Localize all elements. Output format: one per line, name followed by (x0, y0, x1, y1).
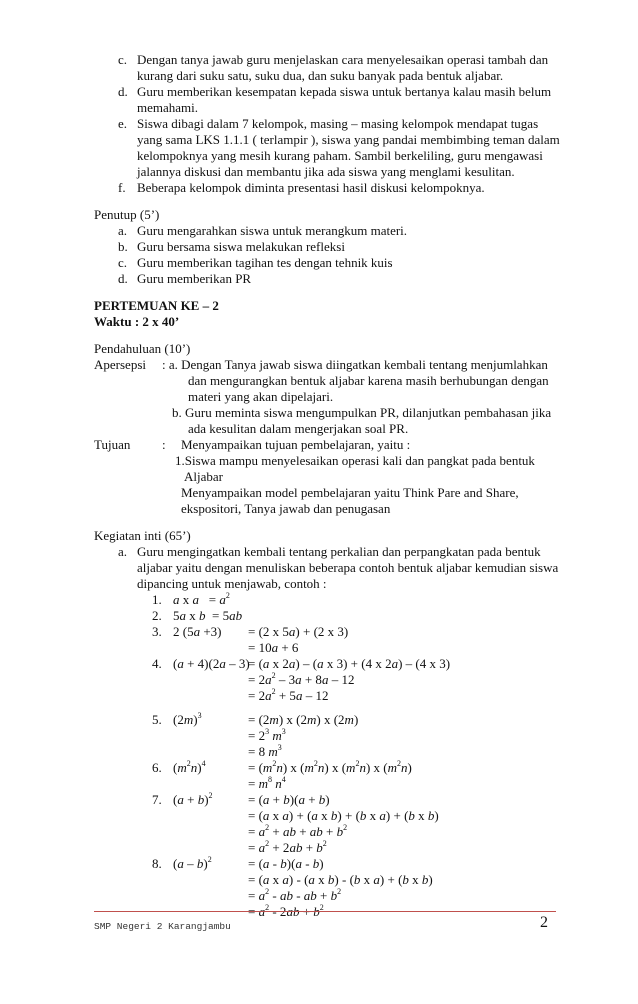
item-e-line2: yang sama LKS 1.1.1 ( terlampir ), siswa yang pandai membimbing teman dalam (137, 132, 560, 147)
penutup-d-marker: d. (118, 271, 128, 286)
example-4-step3: = $2a^2 + 5a - 12$ (248, 687, 329, 703)
footer-rule (94, 911, 556, 912)
penutup-b-marker: b. (118, 239, 128, 254)
apersepsi-b-line1: b. Guru meminta siswa mengumpulkan PR, dilanjutkan pembahasan jika (172, 405, 552, 420)
example-3-step2: = 10a + 6 (248, 640, 299, 655)
example-5-number: 5. (152, 712, 162, 727)
example-7-expr: $(a + b)^2$ (173, 791, 213, 807)
item-f-marker: f. (118, 180, 126, 195)
kegiatan-a-line1: Guru mengingatkan kembali tentang perkalian dan perpangkatan pada bentuk (137, 544, 541, 559)
example-4-number: 4. (152, 656, 162, 671)
example-8-number: 8. (152, 856, 162, 871)
example-1-number: 1. (152, 592, 162, 607)
penutup-heading: Penutup (5’) (94, 207, 160, 222)
apersepsi-label: Apersepsi (94, 357, 146, 372)
apersepsi-a-line2: dan mengurangkan bentuk aljabar karena masih berhubungan dengan (188, 373, 549, 388)
item-f-line1: Beberapa kelompok diminta presentasi hasil diskusi kelompoknya. (137, 180, 485, 195)
page-number: 2 (540, 914, 548, 931)
example-6-step2: = $m^8$ $n^4$ (248, 775, 286, 791)
apersepsi-a-line1: : a. Dengan Tanya jawab siswa diingatkan kembali tentang menjumlahkan (162, 357, 548, 372)
example-5-step2: = $2^3$ $m^3$ (248, 727, 286, 743)
example-8-step2: = (a x a) - (a x b) - (b x a) + (b x b) (248, 872, 433, 887)
example-6-expr: $(m^2n)^4$ (173, 759, 206, 775)
kegiatan-a-marker: a. (118, 544, 128, 559)
footer-school: SMP Negeri 2 Karangjambu (94, 921, 231, 932)
item-e-line4: jalannya diskusi dan membantu jika ada siswa yang menglami kesulitan. (137, 164, 515, 179)
apersepsi-b-line2: ada kesulitan dalam mengerjakan soal PR. (188, 421, 409, 436)
example-6-step1: = $(m^2n)$ x $(m^2n)$ x $(m^2n)$ x $(m^2n)$ (248, 759, 412, 775)
penutup-c-marker: c. (118, 255, 128, 270)
penutup-a-text: Guru mengarahkan siswa untuk merangkum materi. (137, 223, 408, 238)
penutup-d-text: Guru memberikan PR (137, 271, 252, 286)
item-d-line2: memahami. (137, 100, 199, 115)
example-3-step1: = (2 x 5a) + (2 x 3) (248, 624, 349, 639)
item-e-line1: Siswa dibagi dalam 7 kelompok, masing – masing kelompok mendapat tugas (137, 116, 539, 131)
item-e-marker: e. (118, 116, 128, 131)
example-4-expr: (a + 4)(2a – 3) (173, 656, 250, 671)
item-d-line1: Guru memberikan kesempatan kepada siswa untuk bertanya kalau masih belum (137, 84, 552, 99)
example-7-step1: = (a + b)(a + b) (248, 792, 330, 807)
item-e-line3: kelompoknya yang mesih kurang paham. Sambil berkeliling, guru mengawasi (137, 148, 543, 163)
penutup-c-text: Guru memberikan tagihan tes dengan tehnik kuis (137, 255, 393, 270)
item-c-marker: c. (118, 52, 128, 67)
model-line2: ekspositori, Tanya jawab dan penugasan (181, 501, 391, 516)
pendahuluan-heading: Pendahuluan (10’) (94, 341, 191, 356)
tujuan-1-line1: 1.Siswa mampu menyelesaikan operasi kali dan pangkat pada bentuk (175, 453, 535, 468)
example-5-step3: = 8 $m^3$ (248, 743, 282, 759)
tujuan-text: Menyampaikan tujuan pembelajaran, yaitu : (181, 437, 411, 452)
example-4-step2: = $2a^2 - 3a + 8a - 12$ (248, 671, 355, 687)
example-3-number: 3. (152, 624, 162, 639)
penutup-a-marker: a. (118, 223, 128, 238)
kegiatan-heading: Kegiatan inti (65’) (94, 528, 191, 543)
meeting-title: PERTEMUAN KE – 2 (94, 298, 219, 313)
example-3-expr: 2 (5a +3) (173, 624, 222, 639)
example-7-number: 7. (152, 792, 162, 807)
penutup-b-text: Guru bersama siswa melakukan refleksi (137, 239, 345, 254)
tujuan-label: Tujuan (94, 437, 131, 452)
model-line1: Menyampaikan model pembelajaran yaitu Think Pare and Share, (181, 485, 519, 500)
tujuan-1-line2: Aljabar (184, 469, 223, 484)
example-7-step2: = (a x a) + (a x b) + (b x a) + (b x b) (248, 808, 439, 823)
example-8-step3: = $a^2$ - ab - ab + $b^2$ (248, 887, 342, 903)
kegiatan-a-line3: dipancing untuk menjawab, contoh : (137, 576, 327, 591)
example-2-number: 2. (152, 608, 162, 623)
item-c-line1: Dengan tanya jawab guru menjelaskan cara menyelesaikan operasi tambah dan (137, 52, 549, 67)
item-c-line2: kurang dari suku satu, suku dua, dan suku banyak pada bentuk aljabar. (137, 68, 504, 83)
meeting-time: Waktu : 2 x 40’ (94, 314, 180, 329)
apersepsi-a-line3: materi yang akan dipelajari. (188, 389, 334, 404)
example-8-step1: = (a - b)(a - b) (248, 856, 324, 871)
example-2-expr: 5a x b = 5ab (173, 608, 243, 623)
item-d-marker: d. (118, 84, 128, 99)
tujuan-colon: : (162, 437, 166, 452)
example-4-step1: = (a x 2a) – (a x 3) + (4 x 2a) – (4 x 3) (248, 656, 451, 671)
example-8-step4: = $a^2 - 2ab + b^2$ (248, 903, 324, 919)
example-1-expr: a x $a = a^2$ (173, 591, 230, 607)
kegiatan-a-line2: aljabar yaitu dengan menuliskan beberapa contoh bentuk aljabar kemudian siswa (137, 560, 559, 575)
example-7-step4: = $a^2 + 2ab + b^2$ (248, 839, 327, 855)
example-5-step1: = (2m) x (2m) x (2m) (248, 712, 359, 727)
example-8-expr: (a – b)$^2$ (173, 855, 212, 871)
example-5-expr: $(2m)^3$ (173, 711, 202, 727)
example-7-step3: = $a^2$ + ab + ab + $b^2$ (248, 823, 348, 839)
example-6-number: 6. (152, 760, 162, 775)
